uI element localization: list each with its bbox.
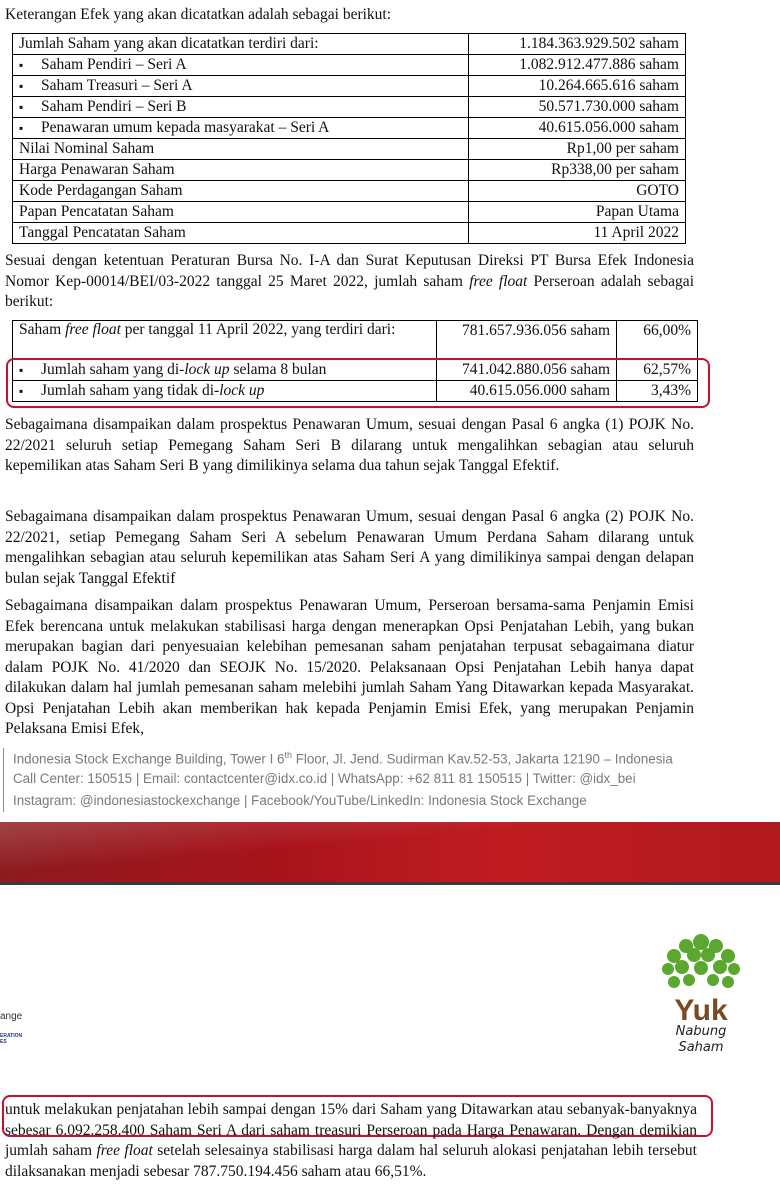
seri-a-paragraph: Sebagaimana disampaikan dalam prospektus Penawaran Umum, sesuai dengan Pasal 6 angka (2) POJK No. 22/2021, setiap Pemegang Saham Seri A sebelum Penawaran Umum Perdana Saham dilarang untuk mengalihkan sebagian atau seluruh kepemilikan atas Saham Seri A yang dimilikinya sampai dengan delapan bulan sejak Tanggal Efektif: [5, 508, 694, 587]
free-float-head-value: 781.657.936.056 saham: [437, 321, 617, 360]
listing-row-value: 1.184.363.929.502 saham: [469, 34, 686, 55]
listing-row: [13, 118, 686, 139]
stray-text-2: ERATION: [0, 1033, 23, 1039]
free-float-head-pct: 66,00%: [617, 321, 698, 360]
listing-row: [13, 55, 686, 76]
listing-row-value: GOTO: [469, 181, 686, 202]
listing-row: [13, 160, 686, 181]
footer-social: Instagram: @indonesiastockexchange | Facebook/YouTube/LinkedIn: Indonesia Stock Exchange: [13, 793, 587, 808]
listing-row-label: ▪ Saham Pendiri – Seri B: [13, 97, 469, 118]
free-float-intro-paragraph: [5, 251, 694, 313]
stabilization-paragraph: Sebagaimana disampaikan dalam prospektus Penawaran Umum, Perseroan bersama-sama Penjamin Emisi Efek berencana untuk melakukan stabilisasi harga dengan menerapkan Opsi Penjatahan Lebih, yang bukan merupakan bagian dari penyesuaian kelebihan pemesanan saham penjatahan terpusat sebagaimana diatur dalam POJK No. 41/2020 dan SEOJK No. 15/2020. Pelaksanaan Opsi Penjatahan Lebih hanya dapat dilakukan dalam hal jumlah pemesanan saham melebihi jumlah Saham Yang Ditawarkan kepada Masyarakat. Opsi Penjatahan Lebih akan memberikan hak kepada Penjamin Emisi Efek, yang merupakan Penjamin Pelaksana Emisi Efek,: [5, 597, 694, 737]
penjatahan-paragraph: untuk melakukan penjatahan lebih sampai dengan 15% dari Saham yang Ditawarkan atau sebanyak-banyaknya sebesar 6.092.258.400 Saham Seri A dari saham treasuri Perseroan pada Harga Penawaran. Dengan demikian jumlah saham free float setelah selesainya stabilisasi harga dalam hal seluruh alokasi penjatahan lebih tersebut dilaksanakan menjadi sebesar 787.750.194.456 saham atau 66,51%.: [5, 1101, 697, 1180]
listing-row-value: Rp338,00 per saham: [469, 160, 686, 181]
listing-row-label: ▪ Saham Treasuri – Seri A: [13, 76, 469, 97]
listing-row: [13, 202, 686, 223]
lockup-label: ▪ Jumlah saham yang di-lock up selama 8 bulan: [13, 360, 437, 381]
listing-row-value: 10.264.665.616 saham: [469, 76, 686, 97]
non-lockup-label: ▪ Jumlah saham yang tidak di-lock up: [13, 381, 437, 402]
listing-row: [13, 76, 686, 97]
listing-row-label: Tanggal Pencatatan Saham: [13, 223, 469, 244]
intro-text: Keterangan Efek yang akan dicatatkan adalah sebagai berikut:: [5, 6, 392, 23]
listing-row: [13, 34, 686, 55]
listing-row-value: Papan Utama: [469, 202, 686, 223]
listing-row-label: Jumlah Saham yang akan dicatatkan terdiri dari:: [13, 34, 469, 55]
para1-italic: free float: [469, 272, 528, 290]
para1-text-end: Perseroan adalah sebagai berikut:: [5, 272, 694, 310]
non-lockup-value: 40.615.056.000 saham: [437, 381, 617, 402]
stray-text-3: ES: [0, 1039, 7, 1045]
para1-text: Sesuai dengan ketentuan Peraturan Bursa No. I-A dan Surat Keputusan Direksi PT Bursa Efek Indonesia Nomor Kep-00014/BEI/03-2022 tanggal 25 Maret 2022, jumlah saham: [5, 252, 694, 290]
listing-row-label: ▪ Saham Pendiri – Seri A: [13, 55, 469, 76]
seri-b-paragraph: Sebagaimana disampaikan dalam prospektus Penawaran Umum, sesuai dengan Pasal 6 angka (1) POJK No. 22/2021 seluruh setiap Pemegang Saham Seri B dilarang untuk mengalihkan sebagian atau seluruh kepemilikan atas Saham Seri B yang dimilikinya selama dua tahun sejak Tanggal Efektif.: [5, 416, 694, 474]
bullet-icon: [19, 119, 41, 136]
band-bottom-line: [0, 882, 780, 885]
footer-red-band: [0, 822, 780, 882]
logo-letters: Yuk: [674, 994, 728, 1027]
stray-text-1: ange: [0, 1011, 23, 1022]
tree-icon: [656, 928, 746, 1028]
lockup-value: 741.042.880.056 saham: [437, 360, 617, 381]
listing-row-value: 11 April 2022: [469, 223, 686, 244]
listing-row-value: 40.615.056.000 saham: [469, 118, 686, 139]
footer-contacts: Call Center: 150515 | Email: contactcenter@idx.co.id | WhatsApp: +62 811 81 150515 | Twitter: @idx_bei: [13, 771, 636, 786]
bullet-icon: [19, 77, 41, 94]
listing-info-table: [12, 33, 686, 244]
listing-row-value: Rp1,00 per saham: [469, 139, 686, 160]
listing-row: [13, 139, 686, 160]
listing-row-label: Harga Penawaran Saham: [13, 160, 469, 181]
bullet-icon: [19, 98, 41, 115]
listing-row-value: 1.082.912.477.886 saham: [469, 55, 686, 76]
logo-tagline: Nabung Saham: [675, 1024, 727, 1055]
listing-row-label: Papan Pencatatan Saham: [13, 202, 469, 223]
yuk-nabung-saham-logo: [656, 928, 746, 1063]
idx-footer: [0, 742, 780, 812]
free-float-head-row: [13, 321, 698, 360]
lockup-highlight-box: [6, 358, 710, 408]
listing-row: [13, 181, 686, 202]
bullet-icon: [19, 56, 41, 73]
listing-row: [13, 223, 686, 244]
listing-row-value: 50.571.730.000 saham: [469, 97, 686, 118]
lockup-pct: 62,57%: [617, 360, 698, 381]
listing-row-label: ▪ Penawaran umum kepada masyarakat – Seri A: [13, 118, 469, 139]
listing-row: [13, 97, 686, 118]
listing-row-label: Kode Perdagangan Saham: [13, 181, 469, 202]
footer-address: Indonesia Stock Exchange Building, Tower I 6th Floor, Jl. Jend. Sudirman Kav.52-53, Jakarta 12190 – Indonesia: [13, 750, 673, 767]
listing-row-label: Nilai Nominal Saham: [13, 139, 469, 160]
non-lockup-pct: 3,43%: [617, 381, 698, 402]
free-float-head-label: Saham free float per tanggal 11 April 2022, yang terdiri dari:: [13, 321, 437, 360]
footer-divider: [3, 748, 4, 812]
